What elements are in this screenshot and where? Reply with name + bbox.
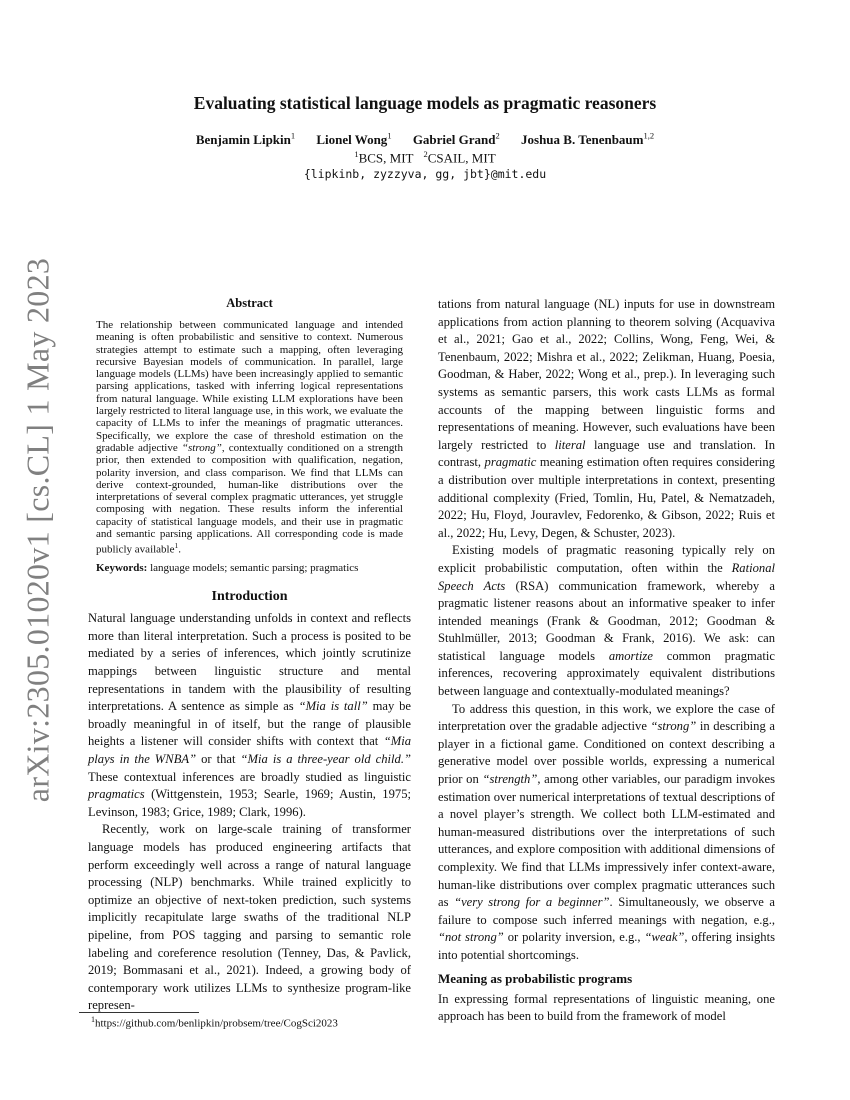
- footnote-link[interactable]: https://github.com/benlipkin/probsem/tree/CogSci2023: [95, 1017, 338, 1030]
- author: Joshua B. Tenenbaum$^{1,2}$: [521, 131, 655, 148]
- introduction-heading: Introduction: [211, 589, 288, 605]
- meaning-section-heading: Meaning as probabilistic programs: [438, 970, 633, 986]
- intro-paragraph-5: To address this question, in this work, we explore the case of interpretation over the gradable adjective “strong” in describing a player in a fictional game. Conditioned on context describing a generative model over possible worlds, expressing a numerical prior on “strength”, among other variables, our paradigm invokes estimation over numerical interpretations of textual descriptions of a novel player’s strength. We collect both LLM-estimated and human-measured distributions over the interpretations of such utterances, and explore composition with additional dimensions of complexity. We find that LLMs impressively infer context-aware, human-like distributions over complex pragmatic utterances such as “very strong for a beginner”. Simultaneously, we observe a failure to compose such inferred meanings with negation, e.g., “not strong” or polarity inversion, e.g., “weak”, offering insights into potential shortcomings.: [438, 701, 776, 962]
- affiliations: $^1$BCS, MIT $^2$CSAIL, MIT: [354, 149, 496, 166]
- footnote: $^1$https://github.com/benlipkin/probsem/tree/CogSci2023: [91, 1015, 338, 1030]
- intro-paragraph-1: Natural language understanding unfolds in context and reflects more than literal interpretation. Such a process is posited to be mediated by a series of inferences, which jointly scrutinize mappings between linguistic structure and mental representations in tandem with the plausibility of resulting interpretations. A sentence as simple as “Mia is tall” may be broadly meaningful in of itself, but the range of plausible heights a listener will consider shifts with context that “Mia plays in the WNBA” or that “Mia is a three-year old child.” These contextual inferences are broadly studied as linguistic pragmatics (Wittgenstein, 1953; Searle, 1969; Austin, 1975; Levinson, 1983; Grice, 1989; Clark, 1996).: [88, 611, 411, 819]
- author-list: [0, 131, 850, 148]
- footnote-divider: [79, 1012, 199, 1013]
- abstract-text: The relationship between communicated language and intended meaning is often probabilistic and sensitive to context. Numerous strategies attempt to estimate such a mapping, often leveraging recursive Bayesian models of communication. In parallel, large language models (LLMs) have been increasingly applied to semantic parsing applications, tasked with inferring logical representations from natural language. While existing LLM explorations have been largely restricted to literal language use, in this work, we evaluate the capacity of LLMs to infer the meanings of pragmatic utterances. Specifically, we explore the case of threshold estimation on the gradable adjective “strong”, contextually conditioned on a strength prior, then extended to composition with qualification, negation, polarity inversion, and class comparison. We find that LLMs can derive context-grounded, human-like distributions over the interpretations of several complex pragmatic utterances, yet struggle composing with negation. These results inform the inferential capacity of statistical language models, and their use in pragmatic and semantic parsing applications. All corresponding code is made publicly available$^1$.: [96, 319, 403, 556]
- abstract-heading: Abstract: [226, 296, 273, 310]
- intro-paragraph-4: Existing models of pragmatic reasoning typically rely on explicit probabilistic computation, often within the Rational Speech Acts (RSA) communication framework, whereby a pragmatic listener reasons about an informative speaker to infer intended meanings (Frank & Goodman, 2012; Goodman & Stuhlmüller, 2013; Goodman & Frank, 2016). We ask: can statistical language models amortize common pragmatic inferences, recovering approximately equivalent distributions between language and contextually-modulated meanings?: [438, 543, 775, 699]
- intro-paragraph-2: Recently, work on large-scale training of transformer language models has produced engineering artifacts that perform exceedingly well across a range of natural language processing (NLP) benchmarks. While trained explicitly to optimize an objective of next-token prediction, such systems implicitly recapitulate large swaths of the traditional NLP pipeline, from POS tagging and parsing to semantic role labeling and coreference resolution (Tenney, Das, & Pavlick, 2019; Bommasani et al., 2021). Indeed, a growing body of contemporary work utilizes LLMs to synthesize program-like represen-: [88, 822, 411, 1013]
- paper-title: Evaluating statistical language models as pragmatic reasoners: [193, 93, 657, 113]
- footnote-ref: 1: [174, 541, 179, 551]
- arxiv-sidebar-id: [14, 257, 62, 803]
- arxiv-id-text: arXiv:2305.01020v1 [cs.CL] 1 May 2023: [19, 257, 56, 803]
- left-column: [88, 296, 411, 1015]
- intro-paragraph-3: tations from natural language (NL) inputs for use in downstream applications from action planning to theorem solving (Acquaviva et al., 2021; Gao et al., 2022; Collins, Wong, Feng, Wei, & Tenenbaum, 2022; Mishra et al., 2022; Zelikman, Huang, Poesia, Goodman, & Haber, 2022; Wong et al., prep.). In leveraging such systems as semantic parsers, this work casts LLMs as formal accounts of the mapping between linguistic forms and representations of meaning. However, such evaluations have been largely restricted to literal language use and translation. In contrast, pragmatic meaning estimation often requires considering a distribution over multiple interpretations in context, presenting additional complexity (Fried, Tomlin, Hu, Patel, & Nematzadeh, 2022; Hu, Floyd, Jouravlev, Fedorenko, & Gibson, 2022; Ruis et al., 2022; Hu, Levy, Degen, & Schuster, 2023).: [438, 297, 775, 540]
- author: Benjamin Lipkin$^1$: [195, 131, 296, 148]
- author: Gabriel Grand$^2$: [412, 131, 500, 148]
- author: Lionel Wong$^1$: [316, 131, 392, 148]
- author-emails: {lipkinb, zyzzyva, gg, jbt}@mit.edu: [303, 167, 547, 181]
- keywords: Keywords: language models; semantic parsing; pragmatics: [96, 562, 359, 575]
- right-column: [438, 296, 775, 1026]
- meaning-paragraph-1: In expressing formal representations of linguistic meaning, one approach has been to build from the framework of model: [438, 991, 775, 1024]
